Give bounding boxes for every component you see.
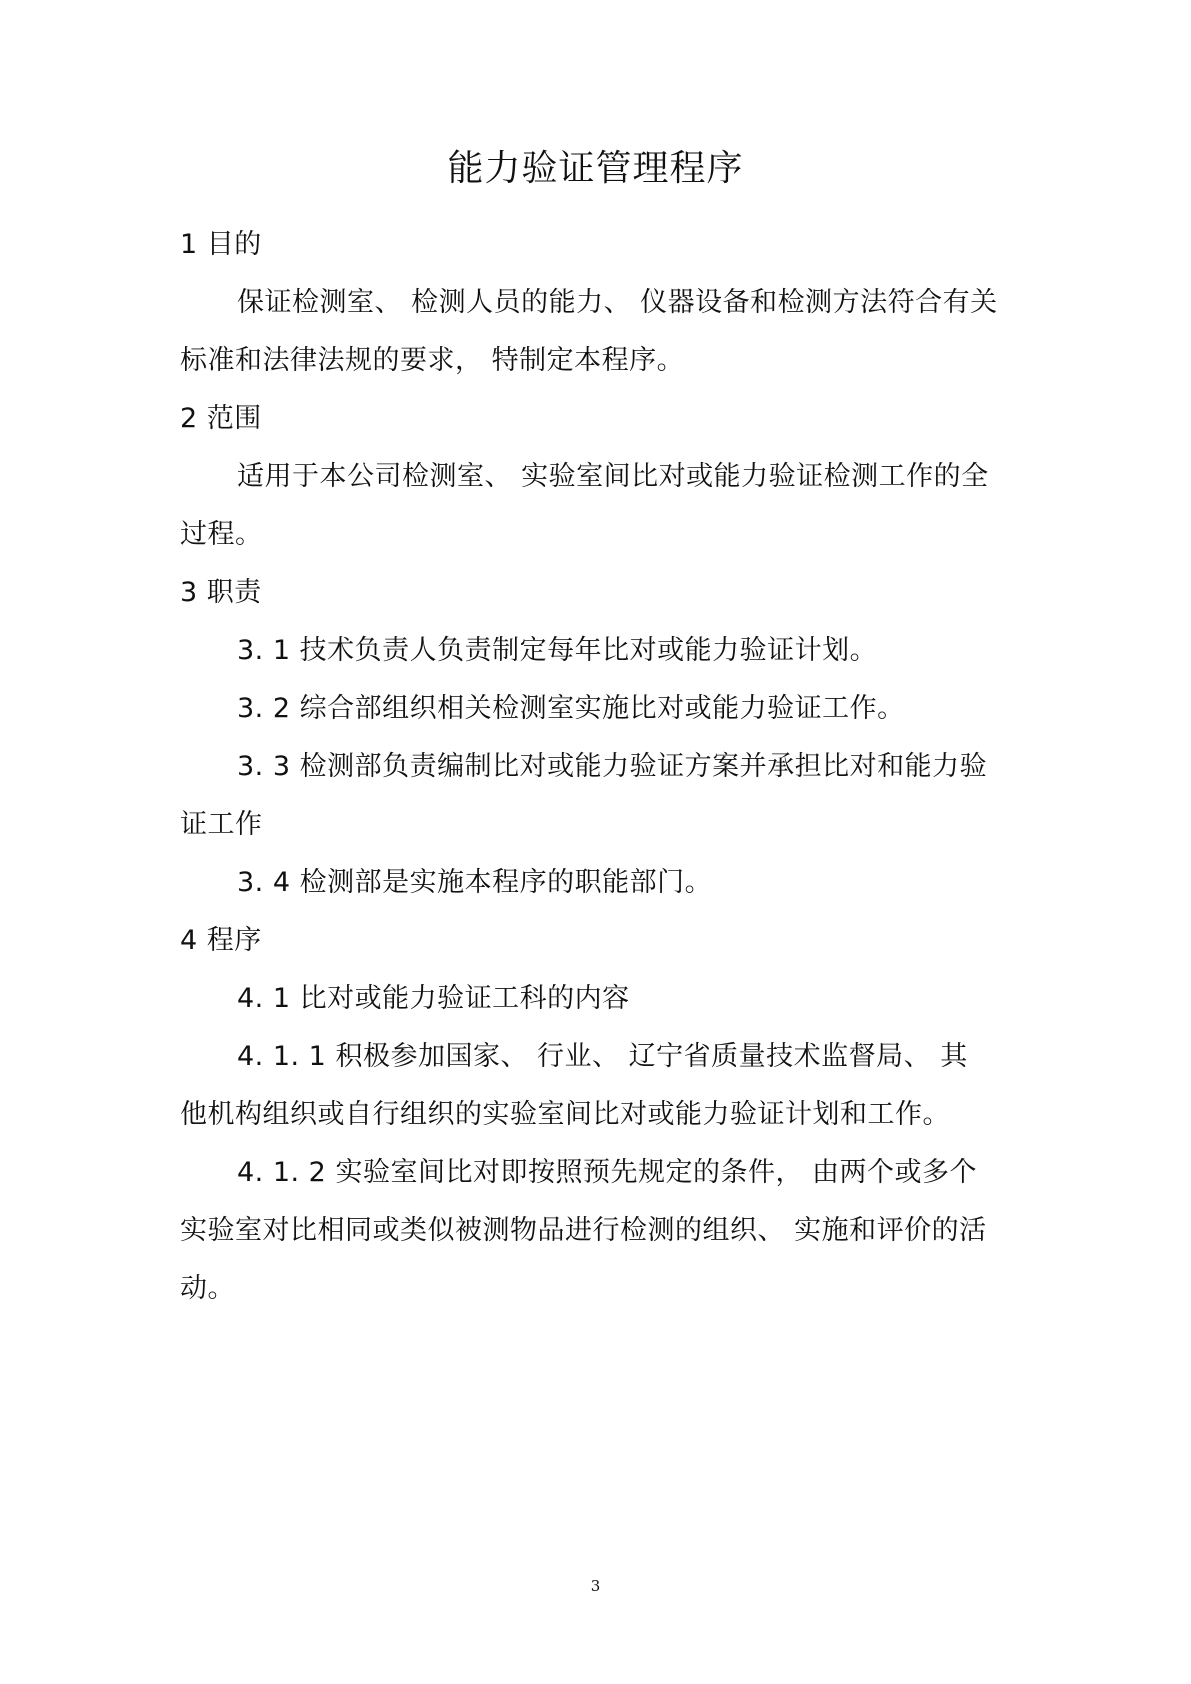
paragraph-line: 标准和法律法规的要求， 特制定本程序。 (180, 345, 685, 376)
paragraph-line: 4. 1. 2 实验室间比对即按照预先规定的条件， 由两个或多个 (237, 1157, 978, 1188)
document-title: 能力验证管理程序 (447, 148, 744, 189)
paragraph-line: 证工作 (180, 809, 263, 840)
paragraph-line: 4. 1 比对或能力验证工科的内容 (237, 983, 630, 1014)
paragraph-line: 动。 (180, 1273, 235, 1304)
paragraph-line: 3. 3 检测部负责编制比对或能力验证方案并承担比对和能力验 (237, 751, 988, 782)
paragraph-line: 保证检测室、 检测人员的能力、 仪器设备和检测方法符合有关 (237, 287, 998, 318)
paragraph-line: 3. 4 检测部是实施本程序的职能部门。 (237, 867, 713, 898)
section-heading-scope: 2 范围 (180, 403, 262, 434)
paragraph-line: 实验室对比相同或类似被测物品进行检测的组织、 实施和评价的活 (180, 1215, 987, 1246)
page-number: 3 (590, 1577, 601, 1595)
section-heading-responsibilities: 3 职责 (180, 577, 262, 608)
section-heading-procedure: 4 程序 (180, 925, 262, 956)
paragraph-line: 过程。 (180, 519, 263, 550)
paragraph-line: 4. 1. 1 积极参加国家、 行业、 辽宁省质量技术监督局、 其 (237, 1041, 968, 1072)
paragraph-line: 他机构组织或自行组织的实验室间比对或能力验证计划和工作。 (180, 1099, 950, 1130)
paragraph-line: 适用于本公司检测室、 实验室间比对或能力验证检测工作的全 (237, 461, 989, 492)
paragraph-line: 3. 2 综合部组织相关检测室实施比对或能力验证工作。 (237, 693, 905, 724)
paragraph-line: 3. 1 技术负责人负责制定每年比对或能力验证计划。 (237, 635, 878, 666)
section-heading-purpose: 1 目的 (180, 229, 262, 260)
